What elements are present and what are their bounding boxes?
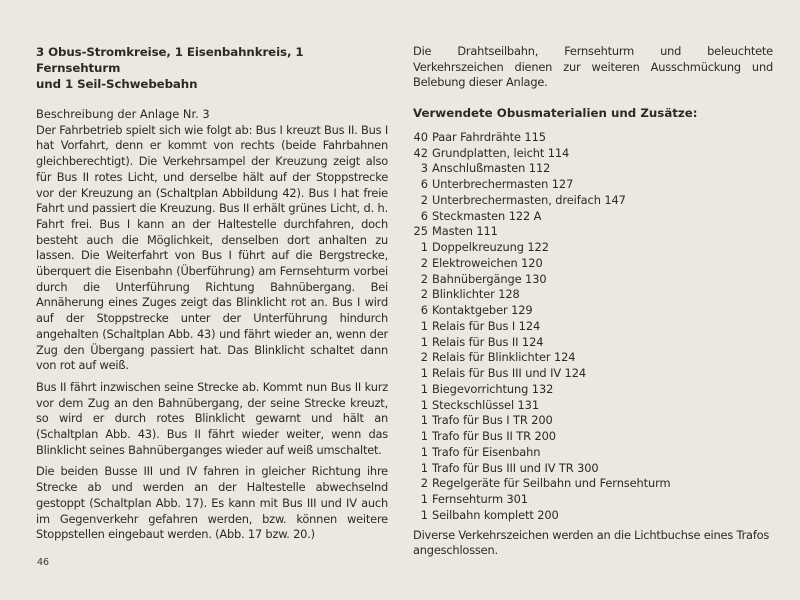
list-item	[413, 146, 773, 162]
page-number: 46	[37, 557, 50, 568]
item-description: Anschlußmasten 112	[432, 161, 551, 176]
item-description: Relais für Bus III und IV 124	[432, 366, 586, 381]
item-description: Trafo für Bus I TR 200	[432, 413, 553, 428]
item-description: Unterbrechermasten, dreifach 147	[432, 192, 626, 207]
list-item	[413, 508, 773, 524]
heading-line-1: 3 Obus-Stromkreise, 1 Eisenbahnkreis, 1 Fernsehturm	[36, 45, 304, 75]
item-description: Steckmasten 122 A	[432, 208, 542, 223]
materials-list	[413, 130, 773, 524]
item-quantity: 2	[420, 350, 428, 365]
list-item	[413, 130, 773, 146]
item-description: Doppelkreuzung 122	[432, 240, 549, 255]
item-quantity: 42	[413, 145, 428, 160]
item-quantity: 1	[420, 334, 428, 349]
materials-heading: Verwendete Obusmaterialien und Zusätze:	[413, 106, 698, 121]
list-item	[413, 335, 773, 351]
list-item	[413, 161, 773, 177]
item-description: Relais für Bus I 124	[432, 318, 541, 333]
item-quantity: 2	[420, 255, 428, 270]
item-quantity: 25	[413, 224, 428, 239]
list-item	[413, 256, 773, 272]
list-item	[413, 272, 773, 288]
list-item	[413, 177, 773, 193]
item-description: Masten 111	[432, 224, 498, 239]
item-description: Bahnübergänge 130	[432, 271, 547, 286]
description-title: Beschreibung der Anlage Nr. 3	[36, 107, 210, 121]
item-quantity: 1	[420, 507, 428, 522]
list-item	[413, 413, 773, 429]
item-description: Paar Fahrdrähte 115	[432, 129, 546, 144]
heading-line-2: und 1 Seil-Schwebebahn	[36, 77, 198, 91]
item-quantity: 1	[420, 444, 428, 459]
item-quantity: 2	[420, 287, 428, 302]
item-description: Grundplatten, leicht 114	[432, 145, 570, 160]
paragraph-operation: Der Fahrbetrieb spielt sich wie folgt ab: Bus I kreuzt Bus II. Bus I hat Vorfahrt, denn er kommt von rechts (beide Fahrbahnen gleichberechtigt). Die Verkehrsampel der Kreuzung zeigt also für Bus II rotes Licht, und derselbe hält auf der Stoppstrecke vor der Kreuzung an (Schaltplan Abbildung 42). Bus I hat freie Fahrt und passiert die Kreuzung. Bus II erhält grünes Licht, d. h. Fahrt frei. Bus I kann an der Haltestelle durchfahren, doch besteht auch die Möglichkeit, denselben dort anhalten zu lassen. Die Weiterfahrt von Bus I führt auf die Bergstrecke, überquert die Eisenbahn (Überführung) am Fernsehturm vorbei durch die Unterführung Richtung Bahnübergang. Bei Annäherung eines Zuges zeigt das Blinklicht rot an. Bus I wird auf der Stoppstrecke unter der Unterführung hindurch angehalten (Schaltplan Abb. 43) und fährt wieder an, wenn der Zug den Übergang passiert hat. Das Blinklicht schaltet dann von rot auf weiß.	[36, 122, 388, 373]
section-heading	[36, 44, 388, 92]
item-description: Relais für Blinklichter 124	[432, 350, 576, 365]
list-item	[413, 461, 773, 477]
item-quantity: 6	[420, 303, 428, 318]
footer-note: Diverse Verkehrszeichen werden an die Lichtbuchse eines Trafos angeschlossen.	[413, 527, 770, 558]
item-quantity: 1	[420, 366, 428, 381]
item-quantity: 40	[413, 129, 428, 144]
left-column	[36, 44, 388, 543]
item-description: Trafo für Bus II TR 200	[432, 429, 556, 444]
item-description: Kontaktgeber 129	[432, 303, 533, 318]
item-quantity: 1	[420, 318, 428, 333]
list-item	[413, 240, 773, 256]
item-description: Seilbahn komplett 200	[432, 507, 559, 522]
list-item	[413, 224, 773, 240]
item-description: Trafo für Eisenbahn	[432, 444, 541, 459]
list-item	[413, 366, 773, 382]
list-item	[413, 445, 773, 461]
item-quantity: 1	[420, 240, 428, 255]
list-item	[413, 209, 773, 225]
list-item	[413, 350, 773, 366]
item-description: Biegevorrichtung 132	[432, 381, 554, 396]
item-quantity: 6	[420, 177, 428, 192]
item-description: Unterbrechermasten 127	[432, 177, 574, 192]
item-description: Trafo für Bus III und IV TR 300	[432, 460, 599, 475]
item-description: Relais für Bus II 124	[432, 334, 544, 349]
item-quantity: 1	[420, 492, 428, 507]
list-item	[413, 429, 773, 445]
list-item	[413, 287, 773, 303]
item-quantity: 1	[420, 381, 428, 396]
item-quantity: 1	[420, 460, 428, 475]
item-quantity: 1	[420, 413, 428, 428]
item-description: Regelgeräte für Seilbahn und Fernsehturm	[432, 476, 671, 491]
item-description: Fernsehturm 301	[432, 492, 528, 507]
list-item	[413, 476, 773, 492]
list-item	[413, 398, 773, 414]
item-description: Steckschlüssel 131	[432, 397, 539, 412]
item-quantity: 3	[420, 161, 428, 176]
item-quantity: 6	[420, 208, 428, 223]
item-quantity: 2	[420, 271, 428, 286]
intro-paragraph: Die Drahtseilbahn, Fernsehturm und beleuchtete Verkehrszeichen dienen zur weiteren Ausschmückung und Belebung dieser Anlage.	[413, 44, 773, 90]
list-item	[413, 303, 773, 319]
list-item	[413, 382, 773, 398]
item-quantity: 1	[420, 429, 428, 444]
list-item	[413, 319, 773, 335]
list-item	[413, 193, 773, 209]
item-quantity: 2	[420, 476, 428, 491]
paragraph-bus-ii: Bus II fährt inzwischen seine Strecke ab. Kommt nun Bus II kurz vor dem Zug an den Bahnübergang, der seine Strecke kreuzt, so wird er durch rotes Blinklicht gewarnt und hält an (Schaltplan Abb. 43). Bus II fährt wieder weiter, wenn das Blinklicht seines Bahnüberganges wieder auf weiß umschaltet.	[36, 379, 388, 457]
list-item	[413, 492, 773, 508]
item-quantity: 2	[420, 192, 428, 207]
item-quantity: 1	[420, 397, 428, 412]
paragraph-bus-iii-iv: Die beiden Busse III und IV fahren in gleicher Richtung ihre Strecke ab und werden an der Haltestelle abwechselnd gestoppt (Schaltplan Abb. 17). Es kann mit Bus III und IV auch im Gegenverkehr gefahren werden, bzw. können weitere Stoppstellen eingebaut werden. (Abb. 17 bzw. 20.)	[36, 464, 388, 542]
item-description: Elektroweichen 120	[432, 255, 543, 270]
item-description: Blinklichter 128	[432, 287, 520, 302]
right-column	[413, 44, 773, 559]
